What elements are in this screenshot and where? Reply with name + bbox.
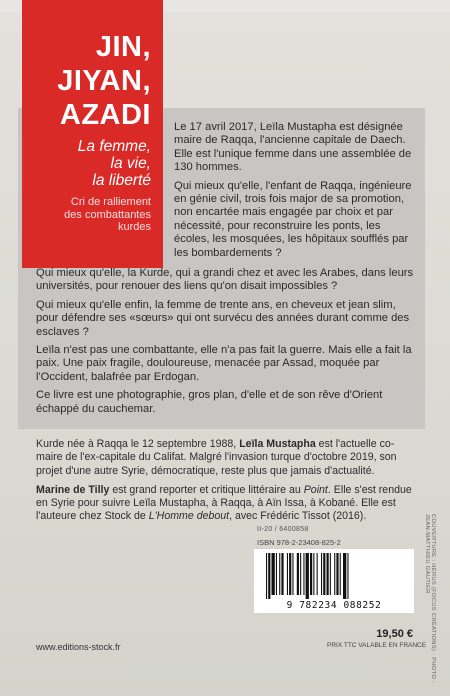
title-line-1: JIN, <box>95 31 151 63</box>
title-block <box>22 0 163 268</box>
barcode-bar <box>289 553 291 595</box>
price: 19,50 € <box>376 628 413 640</box>
summary-paragraph: Ce livre est une photographie, gros plan, d'elle et de son rêve d'Orient échappé du cauchemar. <box>36 389 383 415</box>
summary-paragraph: Qui mieux qu'elle enfin, la femme de trente ans, en cheveux et jean slim, pour défendre ses «sœurs» qui ont survécu des années durant comme des esclaves ? <box>36 298 410 338</box>
tagline-line-2: des combattantes <box>64 208 151 221</box>
barcode-bar <box>281 553 283 595</box>
barcode-bar <box>272 553 275 595</box>
magazine-name: Point <box>303 483 328 496</box>
barcode-bar <box>321 553 322 595</box>
author-bio: Marine de Tilly est grand reporter et critique littéraire au Point. Elle s'est rendue en Syrie pour suivre Leïla Mustapha, à Raqqa, à Aïn Issa, à Kobané. Elle est l'auteure chez Stock de L'Homme debout, avec Frédéric Tissot (2016). <box>36 483 412 523</box>
barcode-bars <box>264 553 408 599</box>
intro-paragraph: Le 17 avril 2017, Leïla Mustapha est désignée maire de Raqqa, l'ancienne capitale de Daech. Elle est l'unique femme dans une assemblée de 130 hommes. <box>174 121 412 174</box>
barcode-bar <box>268 553 270 599</box>
subject-name: Leïla Mustapha <box>239 438 316 450</box>
barcode-bar <box>297 553 299 595</box>
summary-text <box>36 267 418 421</box>
barcode-bar <box>303 553 304 595</box>
barcode-bar <box>317 553 318 595</box>
summary-paragraph: Qui mieux qu'elle, la Kurde, qui a grandi chez et avec les Arabes, dans leurs universités, pour renouer des liens qu'on disait impossibles ? <box>36 267 414 293</box>
subtitle-line-2: la vie, <box>110 155 151 172</box>
publisher-website: www.editions-stock.fr <box>36 642 121 652</box>
subtitle-line-3: la liberté <box>92 172 151 189</box>
tagline-line-3: kurdes <box>117 221 151 233</box>
barcode-bar <box>276 553 277 595</box>
barcode-digits: 9 782234 088252 <box>254 600 414 613</box>
cover-credits: COUVERTURE : HÉRUS (FOCUS CRÉATIONS) · PHOTO : JEAN-MATTHIEU GAUTIER <box>424 514 436 684</box>
barcode-bar <box>279 553 280 595</box>
barcode-bar <box>330 553 331 595</box>
title-line-2: JIYAN, <box>57 65 151 97</box>
price-note: PRIX TTC VALABLE EN FRANCE <box>327 642 427 649</box>
barcode-bar <box>266 553 267 599</box>
tagline-line-1: Cri de ralliement <box>70 196 151 208</box>
barcode-bar <box>343 553 346 599</box>
title-line-3: AZADI <box>59 99 151 131</box>
intro-text <box>174 121 418 265</box>
isbn-label: ISBN 978-2-23408-825-2 <box>257 538 341 547</box>
barcode-bar <box>323 553 325 595</box>
summary-paragraph: Leïla n'est pas une combattante, elle n'a pas fait la guerre. Mais elle a fait la paix. Une paix fragile, douloureuse, menacée par Assad, moquée par l'Occident, balafrée par Erdogan. <box>36 344 412 383</box>
barcode-bar <box>300 553 301 595</box>
barcode-bar <box>347 553 348 599</box>
barcode-bar <box>340 553 341 595</box>
book-title: L'Homme debout <box>148 510 230 523</box>
author-bios <box>36 438 420 530</box>
barcode-bar <box>306 553 309 599</box>
catalog-code: II-20 / 6400858 <box>257 526 309 533</box>
barcode <box>254 549 414 601</box>
barcode-bar <box>334 553 335 595</box>
barcode-bar <box>310 553 312 595</box>
subtitle-line-1: La femme, <box>77 138 151 155</box>
barcode-bar <box>313 553 314 595</box>
intro-paragraph: Qui mieux qu'elle, l'enfant de Raqqa, ingénieure en génie civil, trois fois major de sa promotion, non encartée mais engagée par choix et par nécessité, pour reconstruire les ponts, les écoles, les mosquées, les hôpitaux soufflés par les bombardements ? <box>174 179 412 259</box>
author-name: Marine de Tilly <box>36 483 110 496</box>
barcode-bar <box>287 553 288 595</box>
barcode-bar <box>292 553 293 595</box>
subject-bio: Kurde née à Raqqa le 12 septembre 1988, Leïla Mustapha est l'actuelle co-maire de l'ex-capitale du Califat. Malgré l'invasion turque d'octobre 2019, son projet d'une autre Syrie, démocratique, reste plus que jamais d'actualité. <box>36 438 397 477</box>
barcode-bar <box>336 553 338 595</box>
barcode-bar <box>327 553 329 595</box>
